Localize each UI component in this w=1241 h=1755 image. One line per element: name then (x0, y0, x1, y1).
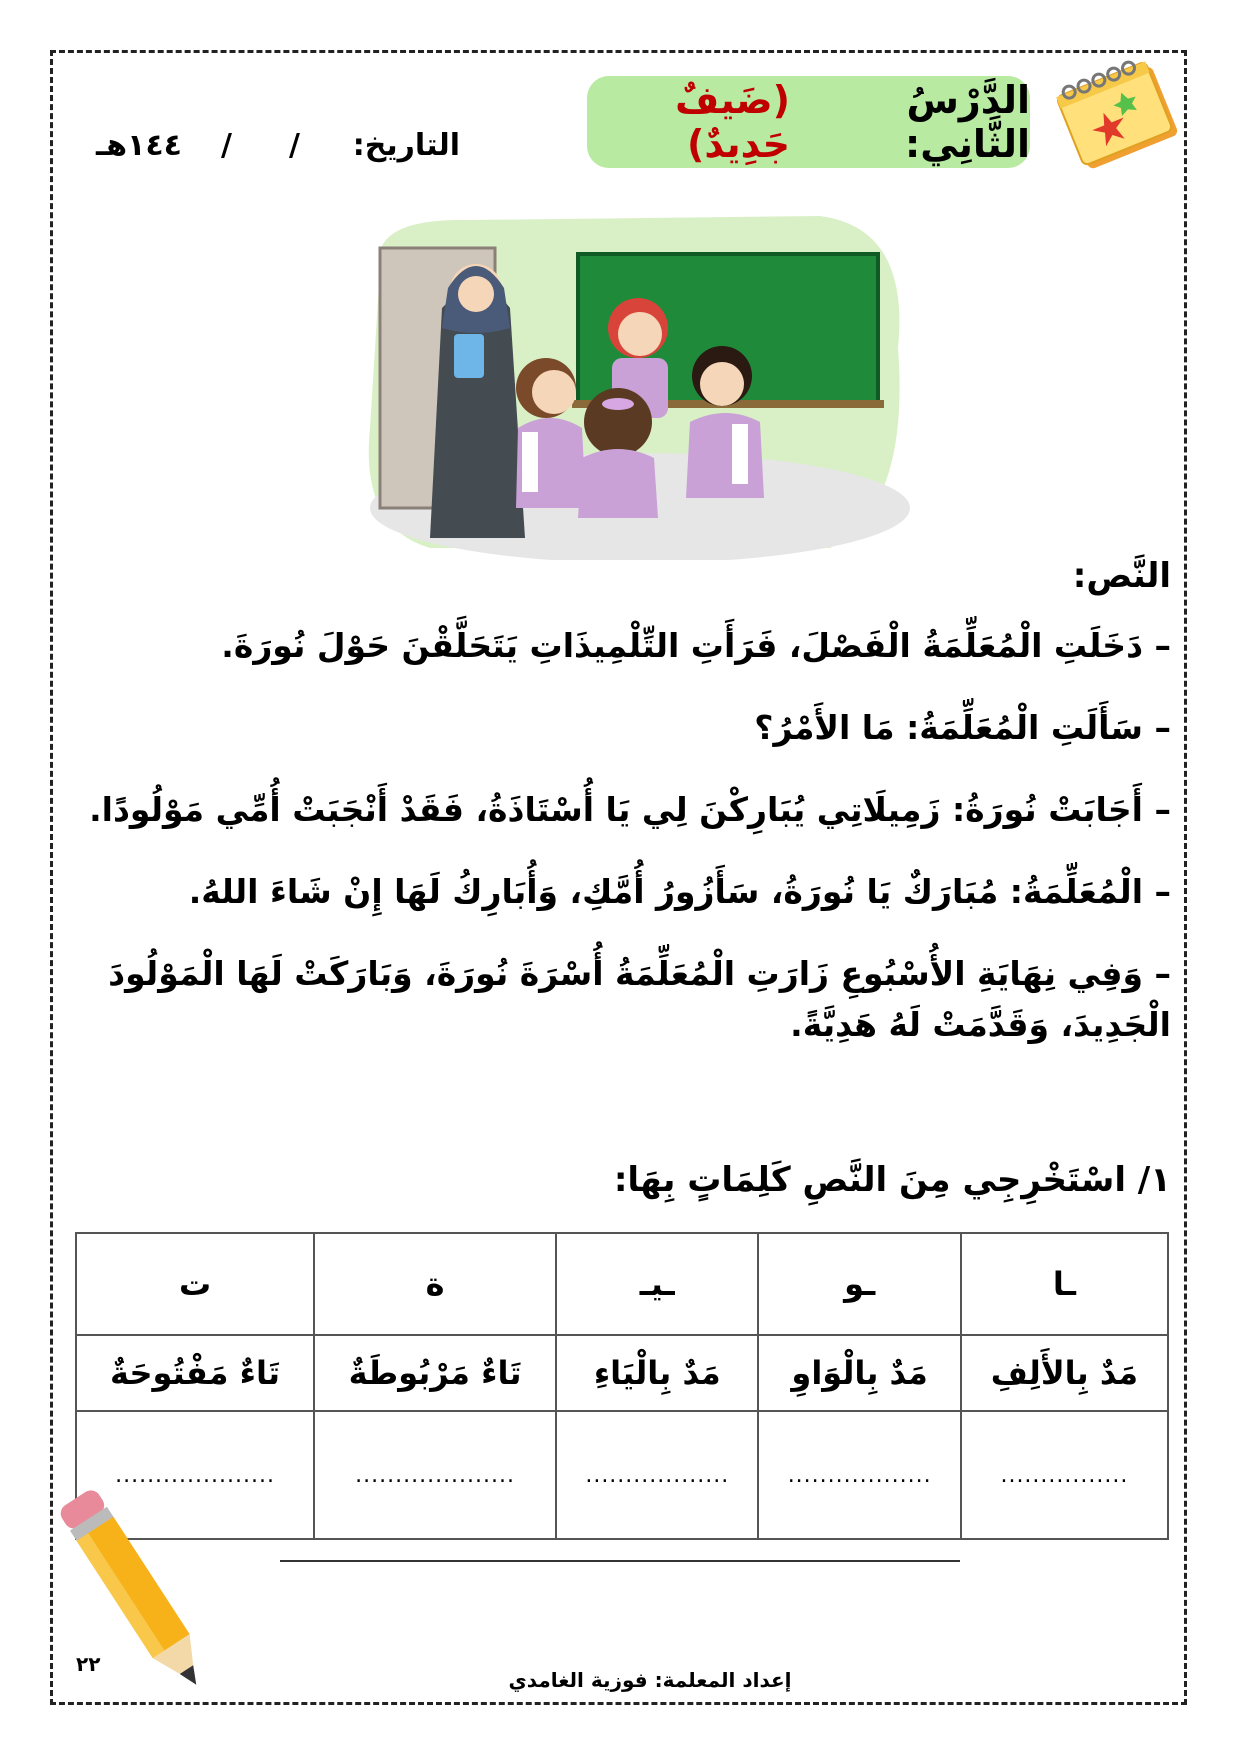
answer-blank[interactable]: .................... (314, 1411, 556, 1539)
header-cell: مَدٌ بِالأَلِفِ (961, 1335, 1168, 1411)
header-cell: تَاءٌ مَفْتُوحَةٌ (76, 1335, 314, 1411)
date-slash: / (289, 128, 300, 163)
header-cell: مَدٌ بِالْوَاوِ (758, 1335, 960, 1411)
letter-cell: ـو (758, 1233, 960, 1335)
exercise-table (75, 1232, 1169, 1540)
header-cell: مَدٌ بِالْيَاءِ (556, 1335, 758, 1411)
date-label: التاريخ: (352, 128, 460, 163)
page-number: ٢٢ (76, 1652, 101, 1676)
letter-cell: ة (314, 1233, 556, 1335)
lesson-label: الدَّرْسُ الثَّانِي: (905, 78, 1030, 166)
paragraph: – الْمُعَلِّمَةُ: مُبَارَكٌ يَا نُورَةُ، سَأَزُورُ أُمَّكِ، وَأُبَارِكُ لَهَا إِنْ شَاءَ اللهُ. (188, 872, 1171, 911)
letter-cell: ت (76, 1233, 314, 1335)
header-cell: تَاءٌ مَرْبُوطَةٌ (314, 1335, 556, 1411)
exercise-question: ١/ اسْتَخْرِجِي مِنَ النَّصِ كَلِمَاتٍ بِهَا: (613, 1160, 1171, 1200)
paragraph: – سَأَلَتِ الْمُعَلِّمَةُ: مَا الأَمْرُ؟ (754, 708, 1171, 747)
letter-cell: ـا (961, 1233, 1168, 1335)
classroom-illustration (350, 208, 910, 560)
answer-blank[interactable]: ................ (961, 1411, 1168, 1539)
author-credit: إعداد المعلمة: فوزية الغامدي (508, 1668, 792, 1692)
paragraph: – وَفِي نِهَايَةِ الأُسْبُوعِ زَارَتِ الْمُعَلِّمَةُ أُسْرَةَ نُورَةَ، وَبَارَكَتْ لَهَا الْمَوْلُودَ الْجَدِيدَ، وَقَدَّمَتْ لَهُ هَدِيَّةً. (108, 954, 1171, 1045)
answer-blank[interactable]: .................. (758, 1411, 960, 1539)
lesson-title: (ضَيفٌ جَدِيدٌ) (675, 78, 790, 166)
notebook-icon (1046, 52, 1188, 182)
answer-blank[interactable]: .................... (76, 1411, 314, 1539)
date-line (80, 128, 460, 178)
answer-blank[interactable]: .................. (556, 1411, 758, 1539)
text-label: النَّص: (1072, 556, 1171, 596)
divider-line (280, 1560, 960, 1562)
date-slash: / (221, 128, 232, 163)
paragraph: – دَخَلَتِ الْمُعَلِّمَةُ الْفَصْلَ، فَرَأَتِ التِّلْمِيذَاتِ يَتَحَلَّقْنَ حَوْلَ نُورَةَ. (221, 626, 1171, 665)
date-year: ١٤٤هـ (96, 128, 182, 163)
paragraph: – أَجَابَتْ نُورَةُ: زَمِيلَاتِي يُبَارِكْنَ لِي يَا أُسْتَاذَةُ، فَقَدْ أَنْجَبَتْ أُمِّي مَوْلُودًا. (89, 790, 1171, 829)
letter-cell: ـيـ (556, 1233, 758, 1335)
lesson-title-box (587, 76, 1030, 168)
